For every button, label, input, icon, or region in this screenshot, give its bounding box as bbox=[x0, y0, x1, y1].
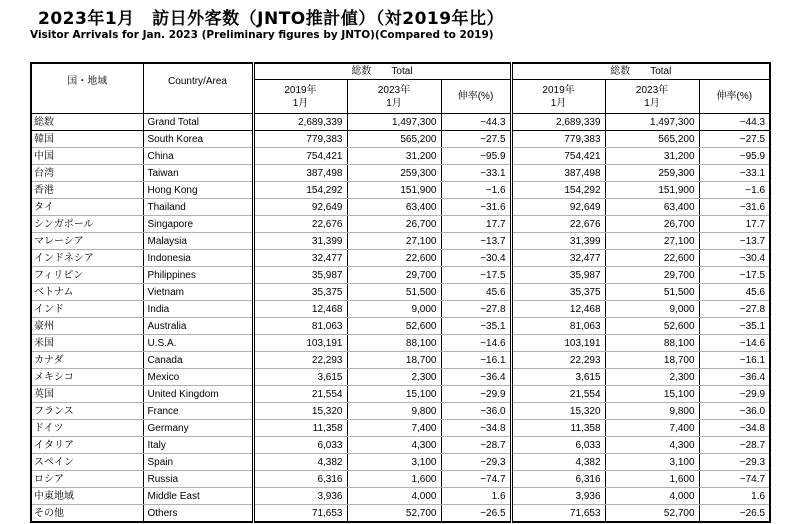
cell-growth-rate: −17.5 bbox=[699, 267, 770, 284]
cell-arrivals-2023: 52,700 bbox=[605, 505, 699, 523]
cell-arrivals-2023: 2,300 bbox=[605, 369, 699, 386]
cell-growth-rate: −27.5 bbox=[441, 131, 511, 148]
header-growth-rate: 伸率(%) bbox=[699, 80, 770, 114]
cell-arrivals-2023: 4,000 bbox=[605, 488, 699, 505]
table-row bbox=[31, 488, 770, 505]
cell-arrivals-2019: 15,320 bbox=[253, 403, 347, 420]
cell-arrivals-2019: 779,383 bbox=[511, 131, 605, 148]
cell-arrivals-2019: 22,676 bbox=[511, 216, 605, 233]
cell-arrivals-2023: 3,100 bbox=[347, 454, 441, 471]
cell-region-ja: スペイン bbox=[31, 454, 143, 471]
cell-arrivals-2019: 4,382 bbox=[511, 454, 605, 471]
cell-growth-rate: −33.1 bbox=[441, 165, 511, 182]
cell-arrivals-2019: 779,383 bbox=[253, 131, 347, 148]
cell-arrivals-2019: 22,293 bbox=[511, 352, 605, 369]
header-group-total-2: 総数 Total bbox=[511, 63, 770, 80]
cell-growth-rate: −44.3 bbox=[699, 114, 770, 131]
cell-arrivals-2023: 88,100 bbox=[347, 335, 441, 352]
page-subtitle: Visitor Arrivals for Jan. 2023 (Preliminary figures by JNTO)(Compared to 2019) bbox=[30, 29, 494, 41]
table-row bbox=[31, 335, 770, 352]
cell-growth-rate: 45.6 bbox=[441, 284, 511, 301]
cell-growth-rate: −26.5 bbox=[699, 505, 770, 523]
cell-arrivals-2023: 52,600 bbox=[605, 318, 699, 335]
cell-region-en: South Korea bbox=[143, 131, 253, 148]
cell-arrivals-2019: 92,649 bbox=[253, 199, 347, 216]
table-row bbox=[31, 216, 770, 233]
cell-arrivals-2019: 754,421 bbox=[253, 148, 347, 165]
cell-region-en: Vietnam bbox=[143, 284, 253, 301]
cell-region-ja: カナダ bbox=[31, 352, 143, 369]
cell-arrivals-2019: 6,316 bbox=[253, 471, 347, 488]
cell-growth-rate: −29.9 bbox=[441, 386, 511, 403]
cell-region-en: Grand Total bbox=[143, 114, 253, 131]
cell-arrivals-2023: 18,700 bbox=[605, 352, 699, 369]
cell-arrivals-2023: 27,100 bbox=[347, 233, 441, 250]
table-row bbox=[31, 454, 770, 471]
cell-growth-rate: −74.7 bbox=[441, 471, 511, 488]
table-row bbox=[31, 318, 770, 335]
cell-arrivals-2019: 92,649 bbox=[511, 199, 605, 216]
cell-arrivals-2019: 71,653 bbox=[511, 505, 605, 523]
table-row bbox=[31, 199, 770, 216]
cell-growth-rate: −27.8 bbox=[441, 301, 511, 318]
cell-region-en: Middle East bbox=[143, 488, 253, 505]
cell-region-ja: ドイツ bbox=[31, 420, 143, 437]
cell-region-en: United Kingdom bbox=[143, 386, 253, 403]
table-row bbox=[31, 301, 770, 318]
cell-growth-rate: −36.0 bbox=[441, 403, 511, 420]
cell-arrivals-2023: 7,400 bbox=[347, 420, 441, 437]
cell-growth-rate: −27.5 bbox=[699, 131, 770, 148]
cell-arrivals-2019: 31,399 bbox=[511, 233, 605, 250]
cell-growth-rate: −95.9 bbox=[699, 148, 770, 165]
cell-arrivals-2023: 9,000 bbox=[605, 301, 699, 318]
cell-arrivals-2023: 1,600 bbox=[347, 471, 441, 488]
cell-arrivals-2019: 35,987 bbox=[511, 267, 605, 284]
cell-region-en: Philippines bbox=[143, 267, 253, 284]
cell-arrivals-2019: 3,615 bbox=[511, 369, 605, 386]
cell-growth-rate: −16.1 bbox=[699, 352, 770, 369]
cell-arrivals-2019: 3,936 bbox=[253, 488, 347, 505]
table-body bbox=[31, 114, 770, 523]
cell-region-en: Singapore bbox=[143, 216, 253, 233]
cell-growth-rate: 1.6 bbox=[441, 488, 511, 505]
cell-growth-rate: −1.6 bbox=[441, 182, 511, 199]
cell-region-en: Indonesia bbox=[143, 250, 253, 267]
cell-arrivals-2019: 32,477 bbox=[511, 250, 605, 267]
cell-region-ja: 韓国 bbox=[31, 131, 143, 148]
cell-growth-rate: −31.6 bbox=[441, 199, 511, 216]
cell-region-en: Others bbox=[143, 505, 253, 523]
cell-growth-rate: 17.7 bbox=[699, 216, 770, 233]
cell-arrivals-2023: 22,600 bbox=[347, 250, 441, 267]
header-region-ja: 国・地域 bbox=[31, 63, 143, 114]
cell-region-en: Taiwan bbox=[143, 165, 253, 182]
cell-arrivals-2019: 6,033 bbox=[511, 437, 605, 454]
cell-growth-rate: −29.3 bbox=[441, 454, 511, 471]
cell-arrivals-2023: 52,700 bbox=[347, 505, 441, 523]
table-row bbox=[31, 284, 770, 301]
table-row bbox=[31, 114, 770, 131]
visitor-arrivals-table bbox=[30, 62, 771, 523]
cell-arrivals-2023: 27,100 bbox=[605, 233, 699, 250]
cell-arrivals-2019: 103,191 bbox=[253, 335, 347, 352]
header-region-en: Country/Area bbox=[143, 63, 253, 114]
cell-arrivals-2023: 88,100 bbox=[605, 335, 699, 352]
cell-growth-rate: −31.6 bbox=[699, 199, 770, 216]
cell-arrivals-2023: 63,400 bbox=[347, 199, 441, 216]
cell-arrivals-2019: 6,033 bbox=[253, 437, 347, 454]
cell-arrivals-2019: 2,689,339 bbox=[253, 114, 347, 131]
cell-growth-rate: −13.7 bbox=[699, 233, 770, 250]
cell-arrivals-2023: 26,700 bbox=[605, 216, 699, 233]
cell-arrivals-2023: 29,700 bbox=[347, 267, 441, 284]
cell-growth-rate: −74.7 bbox=[699, 471, 770, 488]
cell-arrivals-2019: 6,316 bbox=[511, 471, 605, 488]
cell-arrivals-2019: 35,375 bbox=[511, 284, 605, 301]
cell-arrivals-2019: 103,191 bbox=[511, 335, 605, 352]
cell-growth-rate: −36.4 bbox=[699, 369, 770, 386]
cell-arrivals-2019: 387,498 bbox=[253, 165, 347, 182]
page-title: 2023年1月 訪日外客数（JNTO推計値）（対2019年比） bbox=[38, 9, 505, 29]
cell-arrivals-2023: 9,800 bbox=[347, 403, 441, 420]
cell-region-en: India bbox=[143, 301, 253, 318]
cell-arrivals-2023: 3,100 bbox=[605, 454, 699, 471]
header-group-total-1: 総数 Total bbox=[253, 63, 511, 80]
cell-region-en: Mexico bbox=[143, 369, 253, 386]
cell-arrivals-2023: 4,300 bbox=[605, 437, 699, 454]
cell-region-en: China bbox=[143, 148, 253, 165]
cell-growth-rate: −27.8 bbox=[699, 301, 770, 318]
cell-growth-rate: −17.5 bbox=[441, 267, 511, 284]
header-2023-jan: 2023年 1月 bbox=[605, 80, 699, 114]
cell-growth-rate: −28.7 bbox=[699, 437, 770, 454]
cell-region-en: France bbox=[143, 403, 253, 420]
cell-arrivals-2023: 31,200 bbox=[605, 148, 699, 165]
cell-arrivals-2019: 754,421 bbox=[511, 148, 605, 165]
cell-arrivals-2023: 1,497,300 bbox=[347, 114, 441, 131]
cell-growth-rate: −44.3 bbox=[441, 114, 511, 131]
cell-region-ja: 香港 bbox=[31, 182, 143, 199]
cell-region-ja: インドネシア bbox=[31, 250, 143, 267]
cell-arrivals-2019: 71,653 bbox=[253, 505, 347, 523]
cell-growth-rate: −29.3 bbox=[699, 454, 770, 471]
cell-arrivals-2023: 26,700 bbox=[347, 216, 441, 233]
cell-arrivals-2023: 18,700 bbox=[347, 352, 441, 369]
table-row bbox=[31, 437, 770, 454]
table-row bbox=[31, 182, 770, 199]
cell-growth-rate: 1.6 bbox=[699, 488, 770, 505]
cell-arrivals-2019: 32,477 bbox=[253, 250, 347, 267]
cell-arrivals-2019: 31,399 bbox=[253, 233, 347, 250]
cell-growth-rate: −16.1 bbox=[441, 352, 511, 369]
header-2019-jan: 2019年 1月 bbox=[511, 80, 605, 114]
cell-arrivals-2019: 81,063 bbox=[511, 318, 605, 335]
header-2019-jan: 2019年 1月 bbox=[253, 80, 347, 114]
cell-arrivals-2023: 9,800 bbox=[605, 403, 699, 420]
cell-region-en: Thailand bbox=[143, 199, 253, 216]
table-row bbox=[31, 386, 770, 403]
table-row bbox=[31, 471, 770, 488]
cell-growth-rate: −35.1 bbox=[441, 318, 511, 335]
table-row bbox=[31, 352, 770, 369]
table-row bbox=[31, 250, 770, 267]
table-row bbox=[31, 420, 770, 437]
cell-arrivals-2019: 22,293 bbox=[253, 352, 347, 369]
cell-region-ja: 英国 bbox=[31, 386, 143, 403]
cell-growth-rate: −35.1 bbox=[699, 318, 770, 335]
cell-region-ja: マレーシア bbox=[31, 233, 143, 250]
cell-arrivals-2023: 15,100 bbox=[605, 386, 699, 403]
header-growth-rate: 伸率(%) bbox=[441, 80, 511, 114]
cell-growth-rate: −34.8 bbox=[699, 420, 770, 437]
cell-arrivals-2023: 51,500 bbox=[605, 284, 699, 301]
cell-arrivals-2023: 259,300 bbox=[605, 165, 699, 182]
cell-arrivals-2019: 81,063 bbox=[253, 318, 347, 335]
cell-arrivals-2023: 51,500 bbox=[347, 284, 441, 301]
cell-arrivals-2019: 387,498 bbox=[511, 165, 605, 182]
table-row bbox=[31, 267, 770, 284]
cell-growth-rate: −26.5 bbox=[441, 505, 511, 523]
cell-arrivals-2019: 21,554 bbox=[253, 386, 347, 403]
cell-arrivals-2023: 151,900 bbox=[605, 182, 699, 199]
cell-region-ja: インド bbox=[31, 301, 143, 318]
cell-region-en: U.S.A. bbox=[143, 335, 253, 352]
cell-arrivals-2023: 2,300 bbox=[347, 369, 441, 386]
cell-region-ja: タイ bbox=[31, 199, 143, 216]
cell-growth-rate: −36.4 bbox=[441, 369, 511, 386]
cell-growth-rate: −29.9 bbox=[699, 386, 770, 403]
cell-growth-rate: 17.7 bbox=[441, 216, 511, 233]
cell-region-en: Canada bbox=[143, 352, 253, 369]
cell-growth-rate: −1.6 bbox=[699, 182, 770, 199]
cell-arrivals-2019: 12,468 bbox=[511, 301, 605, 318]
cell-arrivals-2023: 1,497,300 bbox=[605, 114, 699, 131]
cell-region-ja: メキシコ bbox=[31, 369, 143, 386]
cell-region-ja: シンガポール bbox=[31, 216, 143, 233]
cell-arrivals-2019: 4,382 bbox=[253, 454, 347, 471]
table-row bbox=[31, 505, 770, 523]
header-2023-jan: 2023年 1月 bbox=[347, 80, 441, 114]
table-row bbox=[31, 148, 770, 165]
cell-arrivals-2019: 3,615 bbox=[253, 369, 347, 386]
cell-region-ja: 台湾 bbox=[31, 165, 143, 182]
cell-region-ja: その他 bbox=[31, 505, 143, 523]
cell-region-ja: 米国 bbox=[31, 335, 143, 352]
cell-arrivals-2019: 35,987 bbox=[253, 267, 347, 284]
cell-growth-rate: −36.0 bbox=[699, 403, 770, 420]
cell-arrivals-2019: 21,554 bbox=[511, 386, 605, 403]
cell-arrivals-2019: 22,676 bbox=[253, 216, 347, 233]
cell-arrivals-2023: 52,600 bbox=[347, 318, 441, 335]
cell-arrivals-2019: 154,292 bbox=[253, 182, 347, 199]
cell-arrivals-2023: 1,600 bbox=[605, 471, 699, 488]
cell-region-en: Germany bbox=[143, 420, 253, 437]
cell-arrivals-2023: 4,000 bbox=[347, 488, 441, 505]
cell-arrivals-2023: 565,200 bbox=[347, 131, 441, 148]
table-row bbox=[31, 165, 770, 182]
cell-growth-rate: −95.9 bbox=[441, 148, 511, 165]
table-row bbox=[31, 403, 770, 420]
cell-arrivals-2019: 11,358 bbox=[253, 420, 347, 437]
table-row bbox=[31, 233, 770, 250]
cell-arrivals-2019: 2,689,339 bbox=[511, 114, 605, 131]
cell-arrivals-2023: 63,400 bbox=[605, 199, 699, 216]
table-row bbox=[31, 131, 770, 148]
cell-arrivals-2023: 565,200 bbox=[605, 131, 699, 148]
cell-growth-rate: −13.7 bbox=[441, 233, 511, 250]
cell-arrivals-2019: 154,292 bbox=[511, 182, 605, 199]
cell-arrivals-2019: 35,375 bbox=[253, 284, 347, 301]
table-row bbox=[31, 369, 770, 386]
cell-growth-rate: −30.4 bbox=[441, 250, 511, 267]
cell-region-en: Hong Kong bbox=[143, 182, 253, 199]
cell-arrivals-2023: 4,300 bbox=[347, 437, 441, 454]
cell-growth-rate: −14.6 bbox=[699, 335, 770, 352]
cell-arrivals-2019: 11,358 bbox=[511, 420, 605, 437]
cell-arrivals-2023: 151,900 bbox=[347, 182, 441, 199]
cell-arrivals-2023: 9,000 bbox=[347, 301, 441, 318]
cell-growth-rate: 45.6 bbox=[699, 284, 770, 301]
cell-region-ja: 中東地域 bbox=[31, 488, 143, 505]
cell-arrivals-2023: 29,700 bbox=[605, 267, 699, 284]
cell-growth-rate: −30.4 bbox=[699, 250, 770, 267]
cell-growth-rate: −34.8 bbox=[441, 420, 511, 437]
cell-region-ja: ロシア bbox=[31, 471, 143, 488]
cell-region-ja: 総数 bbox=[31, 114, 143, 131]
cell-arrivals-2019: 3,936 bbox=[511, 488, 605, 505]
cell-region-ja: ベトナム bbox=[31, 284, 143, 301]
cell-region-en: Malaysia bbox=[143, 233, 253, 250]
cell-arrivals-2023: 259,300 bbox=[347, 165, 441, 182]
cell-growth-rate: −14.6 bbox=[441, 335, 511, 352]
cell-region-ja: フィリピン bbox=[31, 267, 143, 284]
cell-arrivals-2019: 15,320 bbox=[511, 403, 605, 420]
cell-region-en: Italy bbox=[143, 437, 253, 454]
cell-arrivals-2023: 15,100 bbox=[347, 386, 441, 403]
cell-region-en: Spain bbox=[143, 454, 253, 471]
cell-region-ja: イタリア bbox=[31, 437, 143, 454]
cell-growth-rate: −33.1 bbox=[699, 165, 770, 182]
cell-arrivals-2023: 22,600 bbox=[605, 250, 699, 267]
cell-growth-rate: −28.7 bbox=[441, 437, 511, 454]
cell-arrivals-2023: 31,200 bbox=[347, 148, 441, 165]
cell-region-ja: 豪州 bbox=[31, 318, 143, 335]
cell-region-en: Australia bbox=[143, 318, 253, 335]
cell-region-ja: フランス bbox=[31, 403, 143, 420]
cell-arrivals-2023: 7,400 bbox=[605, 420, 699, 437]
cell-arrivals-2019: 12,468 bbox=[253, 301, 347, 318]
cell-region-en: Russia bbox=[143, 471, 253, 488]
cell-region-ja: 中国 bbox=[31, 148, 143, 165]
